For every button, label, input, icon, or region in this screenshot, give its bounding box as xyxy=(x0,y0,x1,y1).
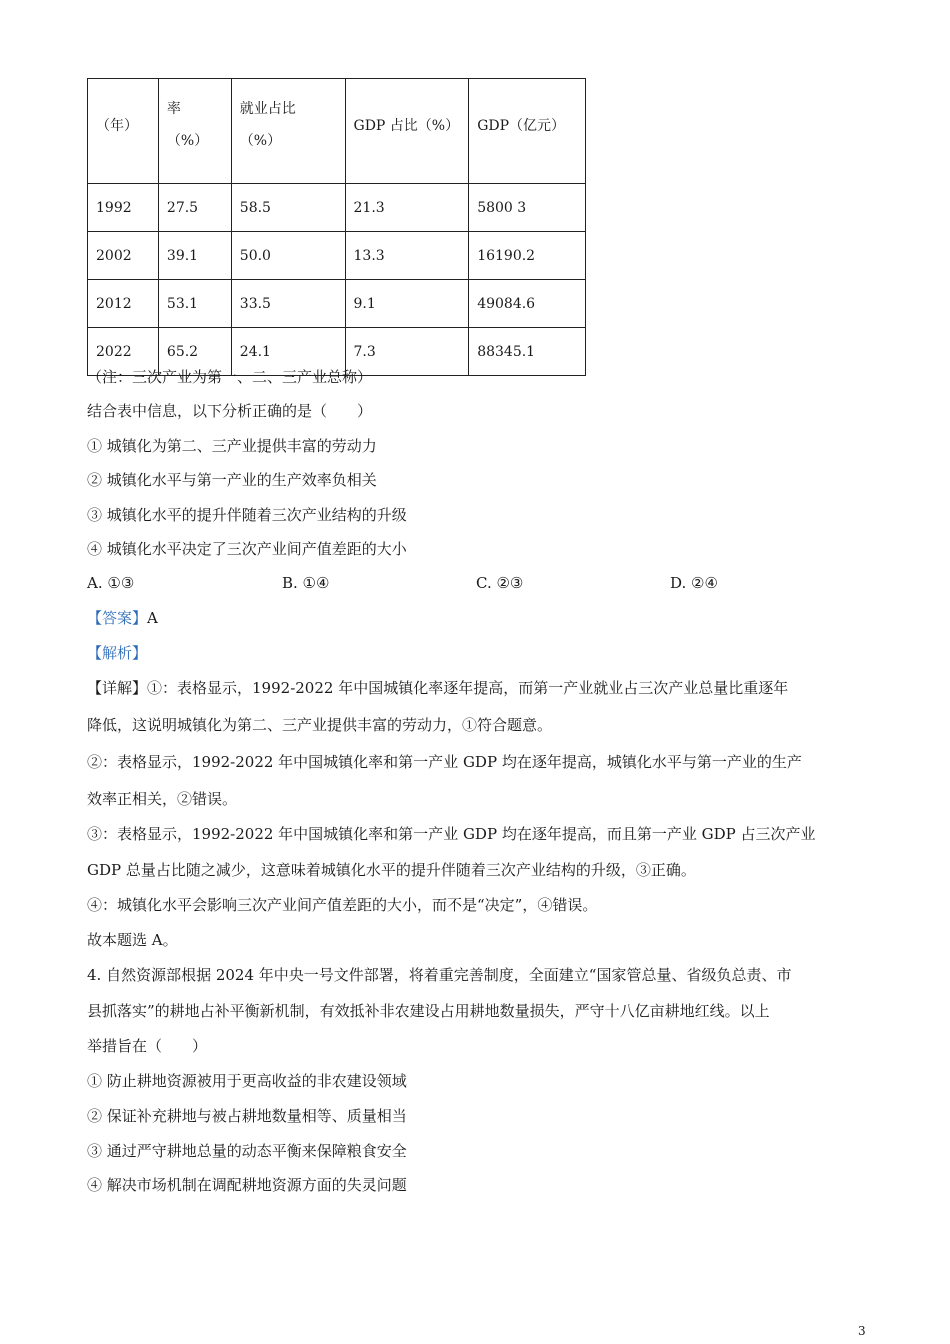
table-cell: 1992 xyxy=(88,184,159,232)
detail-label: 【详解】 xyxy=(87,679,148,697)
detail-line: 效率正相关，②错误。 xyxy=(87,790,238,808)
answer-label: 【答案】 xyxy=(87,609,148,627)
option-a: A. ①③ xyxy=(87,574,135,592)
table-cell: 49084.6 xyxy=(469,280,586,328)
table-cell: 2022 xyxy=(88,328,159,376)
table-cell: 33.5 xyxy=(231,280,345,328)
option-b: B. ①④ xyxy=(282,574,330,592)
header-gdp-share: GDP 占比（%） xyxy=(345,79,469,184)
analysis-heading xyxy=(87,642,147,664)
detail-line: 故本题选 A。 xyxy=(87,931,178,949)
header-year: （年） xyxy=(88,79,159,184)
statement-item: ② 城镇化水平与第一产业的生产效率负相关 xyxy=(87,471,377,489)
statement-item: ① 城镇化为第二、三产业提供丰富的劳动力 xyxy=(87,437,377,455)
question-4-stem-line: 4. 自然资源部根据 2024 年中央一号文件部署，将着重完善制度，全面建立“国家管总量、省级负总责、市 xyxy=(87,966,792,984)
statement-item: ① 防止耕地资源被用于更高收益的非农建设领域 xyxy=(87,1072,407,1090)
table-cell: 2012 xyxy=(88,280,159,328)
detail-line: 【详解】①：表格显示，1992-2022 年中国城镇化率逐年提高，而第一产业就业占三次产业总量比重逐年 xyxy=(87,679,789,697)
analysis-label: 【解析】 xyxy=(87,644,148,662)
table-cell: 24.1 xyxy=(231,328,345,376)
table-note: （注：三次产业为第一、二、三产业总称） xyxy=(87,368,373,386)
table-row xyxy=(88,184,586,232)
statement-item: ④ 城镇化水平决定了三次产业间产值差距的大小 xyxy=(87,540,407,558)
table-cell: 39.1 xyxy=(158,232,231,280)
table-header-row xyxy=(88,79,586,184)
table-cell: 50.0 xyxy=(231,232,345,280)
question-stem: 结合表中信息，以下分析正确的是（ ） xyxy=(87,402,373,420)
table-cell: 2002 xyxy=(88,232,159,280)
answer-line xyxy=(87,607,158,629)
table-cell: 58.5 xyxy=(231,184,345,232)
header-rate: 率 （%） xyxy=(158,79,231,184)
table-cell: 65.2 xyxy=(158,328,231,376)
detail-line: ②：表格显示，1992-2022 年中国城镇化率和第一产业 GDP 均在逐年提高，城镇化水平与第一产业的生产 xyxy=(87,753,802,771)
question-4-stem-line: 县抓落实”的耕地占补平衡新机制，有效抵补非农建设占用耕地数量损失，严守十八亿亩耕地红线。以上 xyxy=(87,1002,770,1020)
table-cell: 88345.1 xyxy=(469,328,586,376)
table-cell: 13.3 xyxy=(345,232,469,280)
table-row xyxy=(88,280,586,328)
detail-line: ④：城镇化水平会影响三次产业间产值差距的大小，而不是“决定”，④错误。 xyxy=(87,896,598,914)
header-employment-share: 就业占比 （%） xyxy=(231,79,345,184)
table-cell: 9.1 xyxy=(345,280,469,328)
question-4-stem-line: 举措旨在（ ） xyxy=(87,1037,208,1055)
table-cell: 16190.2 xyxy=(469,232,586,280)
detail-line: ③：表格显示，1992-2022 年中国城镇化率和第一产业 GDP 均在逐年提高，而且第一产业 GDP 占三次产业 xyxy=(87,825,816,843)
table-cell: 27.5 xyxy=(158,184,231,232)
header-gdp: GDP（亿元） xyxy=(469,79,586,184)
table-cell: 7.3 xyxy=(345,328,469,376)
statement-item: ④ 解决市场机制在调配耕地资源方面的失灵问题 xyxy=(87,1176,407,1194)
statement-item: ② 保证补充耕地与被占耕地数量相等、质量相当 xyxy=(87,1107,407,1125)
table-cell: 53.1 xyxy=(158,280,231,328)
urbanization-table xyxy=(87,78,586,376)
detail-line: 降低，这说明城镇化为第二、三产业提供丰富的劳动力，①符合题意。 xyxy=(87,716,553,734)
table-cell: 5800 3 xyxy=(469,184,586,232)
statement-item: ③ 城镇化水平的提升伴随着三次产业结构的升级 xyxy=(87,506,407,524)
page-number: 3 xyxy=(858,1324,866,1338)
option-d: D. ②④ xyxy=(670,574,718,592)
statement-item: ③ 通过严守耕地总量的动态平衡来保障粮食安全 xyxy=(87,1142,407,1160)
answer-value: A xyxy=(147,609,158,627)
table-row xyxy=(88,232,586,280)
detail-line: GDP 总量占比随之减少，这意味着城镇化水平的提升伴随着三次产业结构的升级，③正确。 xyxy=(87,861,696,879)
option-c: C. ②③ xyxy=(476,574,524,592)
table-cell: 21.3 xyxy=(345,184,469,232)
